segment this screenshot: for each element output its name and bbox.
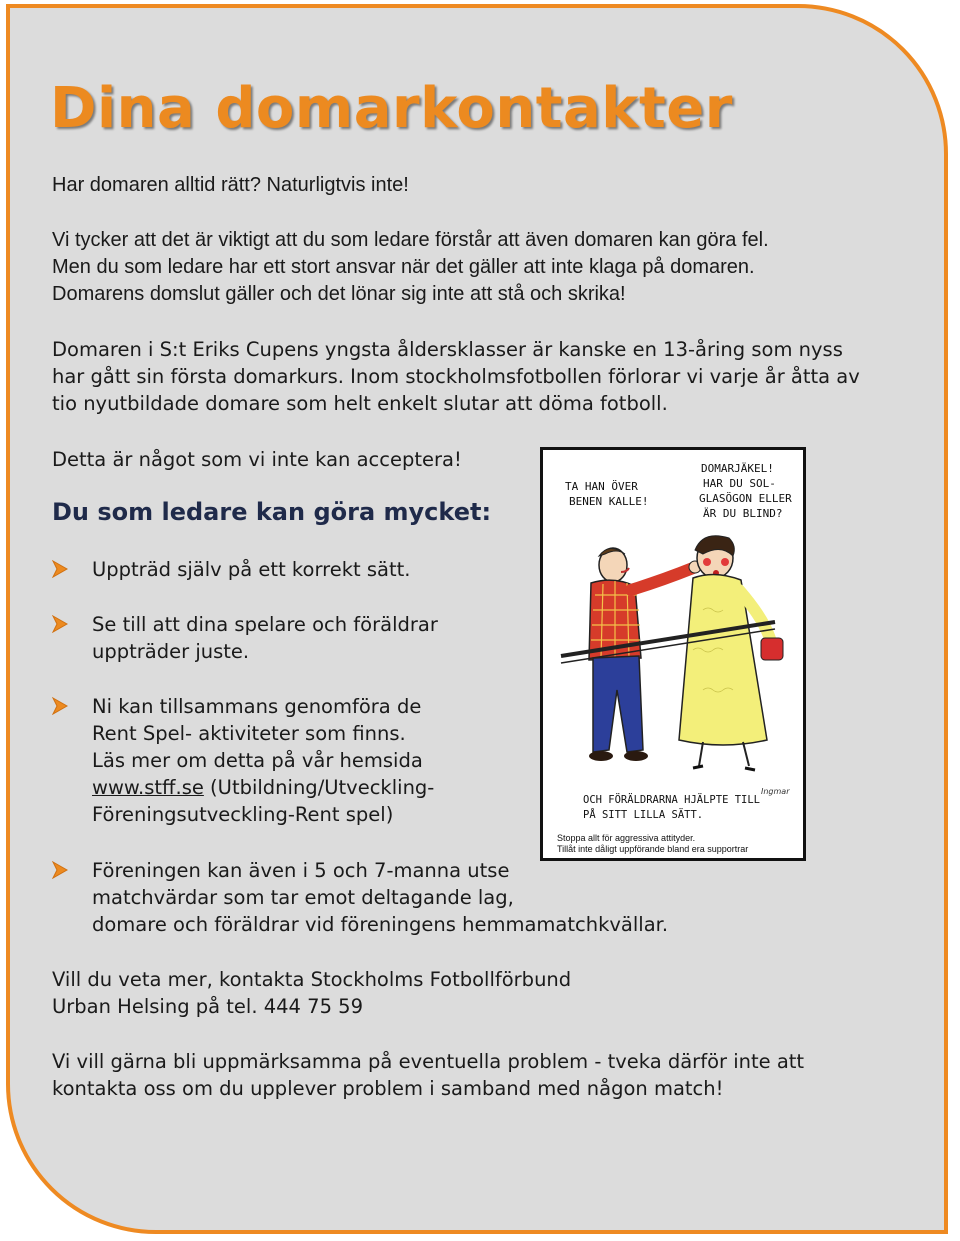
- arrow-bullet-icon: [52, 861, 68, 879]
- bullet-line: Läs mer om detta på vår hemsida: [92, 749, 423, 772]
- page-title: Dina domarkontakter: [50, 76, 733, 141]
- bullet-line: Föreningsutveckling-Rent spel): [92, 803, 394, 826]
- bullet-line: Rent Spel- aktiviteter som finns.: [92, 722, 406, 745]
- paragraph-line: tio nyutbildade domare som helt enkelt slutar att döma fotboll.: [52, 392, 668, 415]
- paragraph-line: Domarens domslut gäller och det lönar sig inte att stå och skrika!: [52, 283, 626, 305]
- bullet-line: domare och föräldrar vid föreningens hemmamatchkvällar.: [92, 913, 669, 936]
- arrow-bullet-icon: [52, 560, 68, 578]
- bubble-right-line: DOMARJÄKEL!: [701, 462, 774, 475]
- bullet-line: [92, 774, 434, 801]
- bullet-line: matchvärdar som tar emot deltagande lag,: [92, 886, 514, 909]
- paragraph-contact: [52, 966, 571, 1020]
- paragraph-line: Urban Helsing på tel. 444 75 59: [52, 995, 363, 1018]
- paragraph-line: Vi vill gärna bli uppmärksamma på eventuella problem - tveka därför inte att: [52, 1050, 805, 1073]
- paragraph-line: Vi tycker att det är viktigt att du som ledare förstår att även domaren kan göra fel.: [52, 229, 769, 251]
- bubble-right-line: ÄR DU BLIND?: [703, 507, 783, 520]
- cartoon-drawing: [543, 450, 803, 858]
- bubble-right-line: HAR DU SOL-: [703, 477, 776, 490]
- bullet-line: Se till att dina spelare och föräldrar: [92, 613, 438, 636]
- arrow-bullet-icon: [52, 615, 68, 633]
- cartoon-illustration: [540, 447, 806, 861]
- paragraph-line: kontakta oss om du upplever problem i samband med någon match!: [52, 1077, 724, 1100]
- paragraph-not-acceptable: [52, 446, 462, 473]
- intro-paragraph: [52, 172, 409, 199]
- section-heading: Du som ledare kan göra mycket:: [52, 498, 492, 526]
- paragraph-line: Vill du veta mer, kontakta Stockholms Fotbollförbund: [52, 968, 572, 991]
- arrow-bullet-icon: [52, 697, 68, 715]
- website-link[interactable]: www.stff.se: [92, 776, 204, 799]
- intro-line: Har domaren alltid rätt? Naturligtvis inte!: [52, 174, 409, 196]
- paragraph-line: har gått sin första domarkurs. Inom stockholmsfotbollen förlorar vi varje år åtta av: [52, 365, 860, 388]
- bullet-line: uppträder juste.: [92, 640, 250, 663]
- paragraph-line: Detta är något som vi inte kan acceptera!: [52, 448, 462, 471]
- paragraph-line: Domaren i S:t Eriks Cupens yngsta åldersklasser är kanske en 13-åring som nyss: [52, 338, 843, 361]
- print-caption-line: Tillåt inte dåligt uppförande bland era supportrar: [557, 844, 749, 854]
- bottom-caption-line: OCH FÖRÄLDRARNA HJÄLPTE TILL: [583, 794, 761, 806]
- paragraph-closing: [52, 1048, 804, 1102]
- bullet-line: Ni kan tillsammans genomföra de: [92, 695, 422, 718]
- bubble-right-line: GLASÖGON ELLER: [699, 492, 792, 505]
- paragraph-line: Men du som ledare har ett stort ansvar när det gäller att inte klaga på domaren.: [52, 256, 755, 278]
- bottom-caption-line: PÅ SITT LILLA SÄTT.: [583, 809, 704, 821]
- bubble-left-line: TA HAN ÖVER: [565, 480, 638, 493]
- bubble-left-line: BENEN KALLE!: [569, 495, 649, 508]
- bullet-line: Uppträd själv på ett korrekt sätt.: [92, 558, 411, 581]
- print-caption-line: Stoppa allt för aggressiva attityder.: [557, 833, 696, 843]
- paragraph-referee-mistakes: [52, 227, 769, 308]
- artist-signature: Ingmar: [761, 787, 790, 796]
- link-suffix: (Utbildning/Utveckling-: [203, 776, 435, 799]
- paragraph-young-referees: [52, 336, 860, 417]
- bullet-line: Föreningen kan även i 5 och 7-manna utse: [92, 859, 510, 882]
